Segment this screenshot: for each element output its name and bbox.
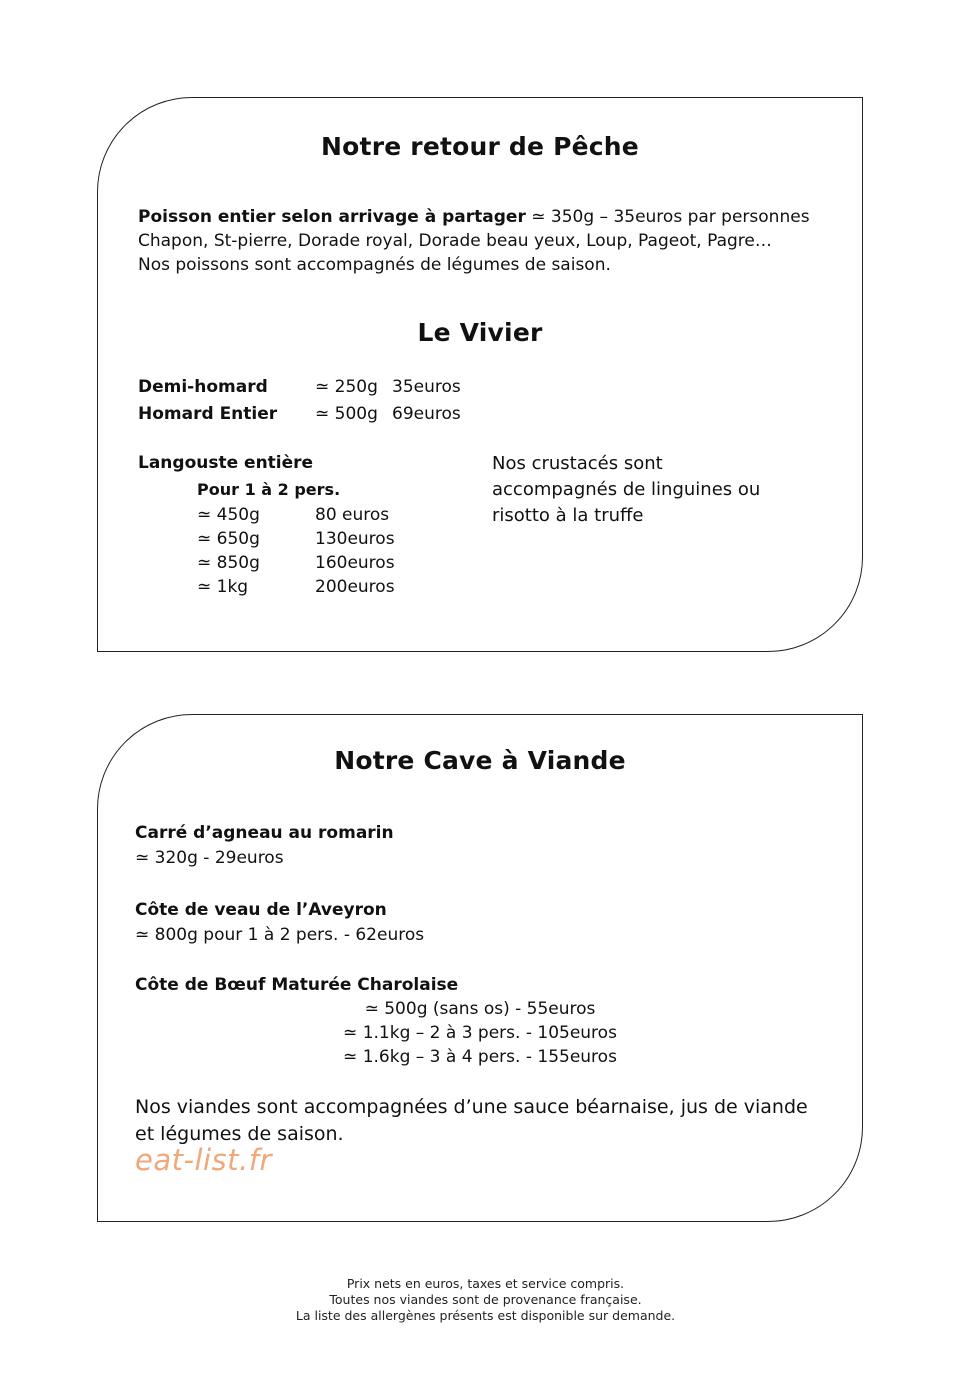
homard-name: Homard Entier (138, 404, 278, 424)
viande-note-line: Nos viandes sont accompagnées d’une sauce béarnaise, jus de viande (135, 1096, 808, 1118)
footer-line: Toutes nos viandes sont de provenance française. (329, 1292, 642, 1307)
poisson-varieties: Chapon, St-pierre, Dorade royal, Dorade beau yeux, Loup, Pageot, Pagre… (138, 231, 772, 251)
langouste-weight: ≃ 1kg (197, 577, 249, 597)
agneau-detail: ≃ 320g - 29euros (135, 848, 284, 868)
poisson-note: Nos poissons sont accompagnés de légumes de saison. (138, 255, 611, 275)
boeuf-name: Côte de Bœuf Maturée Charolaise (135, 975, 459, 995)
homard-price: 35euros (392, 377, 461, 397)
poisson-line (138, 205, 810, 229)
crustaces-note-line: Nos crustacés sont (492, 453, 663, 474)
viande-note (135, 1094, 808, 1148)
langouste-title: Langouste entière (138, 453, 314, 473)
crustaces-note (492, 451, 760, 529)
boeuf-options (98, 997, 862, 1069)
boeuf-option: ≃ 500g (sans os) - 55euros (364, 999, 596, 1019)
watermark-logo: eat-list.fr (135, 1143, 272, 1177)
footer (0, 1276, 971, 1324)
langouste-subtitle: Pour 1 à 2 pers. (197, 480, 341, 499)
homard-weight: ≃ 250g (315, 377, 378, 397)
poisson-price: ≃ 350g – 35euros par personnes (525, 207, 810, 227)
homard-name: Demi-homard (138, 377, 268, 397)
homard-price: 69euros (392, 404, 461, 424)
viande-note-line: et légumes de saison. (135, 1123, 344, 1145)
langouste-weight: ≃ 650g (197, 529, 260, 549)
agneau-name: Carré d’agneau au romarin (135, 823, 394, 843)
veau-name: Côte de veau de l’Aveyron (135, 900, 387, 920)
boeuf-option: ≃ 1.6kg – 3 à 4 pers. - 155euros (343, 1047, 617, 1067)
langouste-price: 160euros (315, 553, 395, 573)
langouste-price: 130euros (315, 529, 395, 549)
viande-title: Notre Cave à Viande (334, 746, 626, 775)
homard-weight: ≃ 500g (315, 404, 378, 424)
peche-title: Notre retour de Pêche (321, 132, 639, 161)
crustaces-note-line: accompagnés de linguines ou (492, 479, 761, 500)
langouste-price: 80 euros (315, 505, 390, 525)
crustaces-note-line: risotto à la truffe (492, 505, 644, 526)
poisson-label: Poisson entier selon arrivage à partager (138, 207, 526, 227)
langouste-weight: ≃ 450g (197, 505, 260, 525)
veau-detail: ≃ 800g pour 1 à 2 pers. - 62euros (135, 925, 425, 945)
vivier-title: Le Vivier (417, 318, 543, 347)
langouste-weight: ≃ 850g (197, 553, 260, 573)
footer-line: Prix nets en euros, taxes et service compris. (346, 1276, 625, 1291)
footer-line: La liste des allergènes présents est disponible sur demande. (295, 1308, 676, 1323)
boeuf-option: ≃ 1.1kg – 2 à 3 pers. - 105euros (343, 1023, 617, 1043)
langouste-price: 200euros (315, 577, 395, 597)
seafood-card (97, 97, 863, 652)
